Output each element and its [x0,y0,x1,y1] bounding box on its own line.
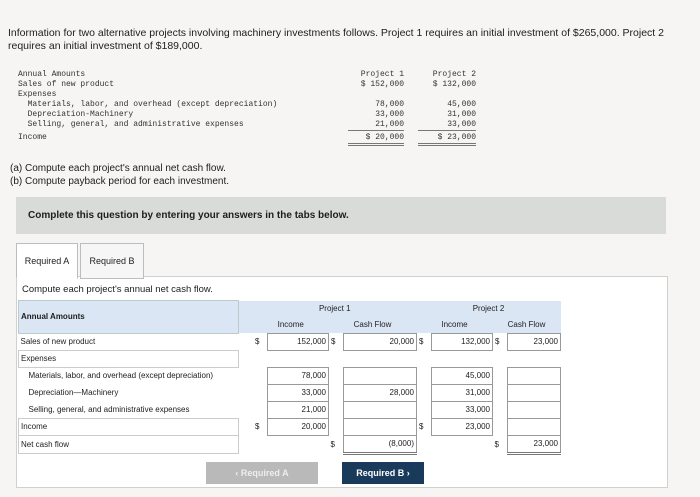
p1-cashflow-input[interactable] [344,418,417,435]
currency-symbol: $ [419,337,424,346]
given-p1-value: $ 20,000 [348,133,404,146]
p1-income-input[interactable]: 33,000 [268,384,329,401]
table-row [19,435,561,453]
row-label: Sales of new product [20,337,96,346]
p2-cashflow-input[interactable] [508,401,561,418]
question-b: (b) Compute payback period for each investment. [10,176,229,187]
p1-income-input[interactable]: 152,000 [268,333,329,350]
annual-amounts-header: Annual Amounts [19,301,239,334]
p1-income-input[interactable]: 21,000 [268,401,329,418]
p2-income-input[interactable]: 31,000 [432,384,493,401]
p1-income-input[interactable]: 78,000 [268,367,329,384]
p1-cashflow-col: Cash Flow [329,317,417,334]
currency-symbol: $ [331,337,336,346]
currency-symbol: $ [419,422,424,431]
p1-net-cashflow-input[interactable]: (8,000) [344,435,417,453]
table-row [19,333,561,350]
row-label: Net cash flow [19,435,239,453]
p2-cashflow-input[interactable]: 23,000 [508,333,561,350]
table-row [19,367,561,384]
given-row-label: Sales of new product [18,80,115,89]
instruction-banner [16,197,666,234]
given-p1-value: 33,000 [375,110,404,119]
p2-cashflow-col: Cash Flow [493,317,561,334]
p1-cashflow-input[interactable] [344,401,417,418]
currency-symbol: $ [494,439,499,449]
p2-cashflow-input[interactable] [508,418,561,435]
p2-income-col: Income [417,317,493,334]
given-header-label: Annual Amounts [18,70,86,79]
row-label: Depreciation—Machinery [28,388,119,397]
p2-cashflow-input[interactable] [508,367,561,384]
part-instruction: Compute each project's annual net cash flow. [22,284,213,295]
p2-net-cashflow-input[interactable]: 23,000 [508,435,561,453]
given-row-label: Selling, general, and administrative expenses [18,120,244,129]
row-label: Expenses [19,350,239,367]
project2-header: Project 2 [417,301,561,317]
given-p1-header: Project 1 [360,70,404,79]
row-label: Income [19,418,239,435]
banner-text: Complete this question by entering your answers in the tabs below. [28,210,349,221]
given-row-label: Expenses [18,90,57,99]
row-label: Materials, labor, and overhead (except depreciation) [28,371,214,381]
given-p2-value: 45,000 [447,100,476,109]
problem-intro: Information for two alternative projects involving machinery investments follows. Project 1 requires an initial investment of $265,000. Project 2 requires an initial investment of $189,000. [8,27,664,52]
given-row-label: Depreciation-Machinery [18,110,134,119]
question-a: (a) Compute each project's annual net cash flow. [10,163,226,174]
p1-cashflow-input[interactable]: 20,000 [344,333,417,350]
given-p1-value: $ 152,000 [360,80,404,89]
row-label: Selling, general, and administrative expenses [28,404,190,414]
given-p2-header: Project 2 [432,70,476,79]
table-row [19,350,561,367]
given-p1-value: 78,000 [375,100,404,109]
prev-required-a-button[interactable]: ‹ Required A [206,462,318,484]
currency-symbol: $ [330,439,335,449]
given-p2-value: 33,000 [418,120,476,131]
given-data-table [18,70,488,150]
p2-income-input[interactable]: 45,000 [432,367,493,384]
p1-cashflow-input[interactable]: 28,000 [344,384,417,401]
p1-cashflow-input[interactable] [344,367,417,384]
given-p2-value: $ 132,000 [432,80,476,89]
currency-symbol: $ [255,422,260,431]
p2-income-input[interactable]: 132,000 [432,333,493,350]
given-row-label: Materials, labor, and overhead (except depreciation) [18,100,278,109]
tab-required-a[interactable]: Required A [16,243,78,279]
given-p1-value: 21,000 [348,120,404,131]
table-row [19,401,561,418]
cash-flow-table [18,300,561,455]
p2-income-input[interactable]: 23,000 [432,418,493,435]
table-row [19,418,561,435]
given-p2-value: $ 23,000 [418,133,476,146]
p1-income-col: Income [253,317,329,334]
tab-required-b[interactable]: Required B [80,243,144,279]
given-row-label: Income [18,133,47,142]
given-p2-value: 31,000 [447,110,476,119]
currency-symbol: $ [255,337,260,346]
next-required-b-button[interactable]: Required B › [342,462,424,484]
table-row [19,384,561,401]
currency-symbol: $ [495,337,500,346]
p2-cashflow-input[interactable] [508,384,561,401]
project1-header: Project 1 [253,301,417,317]
p2-income-input[interactable]: 33,000 [432,401,493,418]
p1-income-input[interactable]: 20,000 [268,418,329,435]
